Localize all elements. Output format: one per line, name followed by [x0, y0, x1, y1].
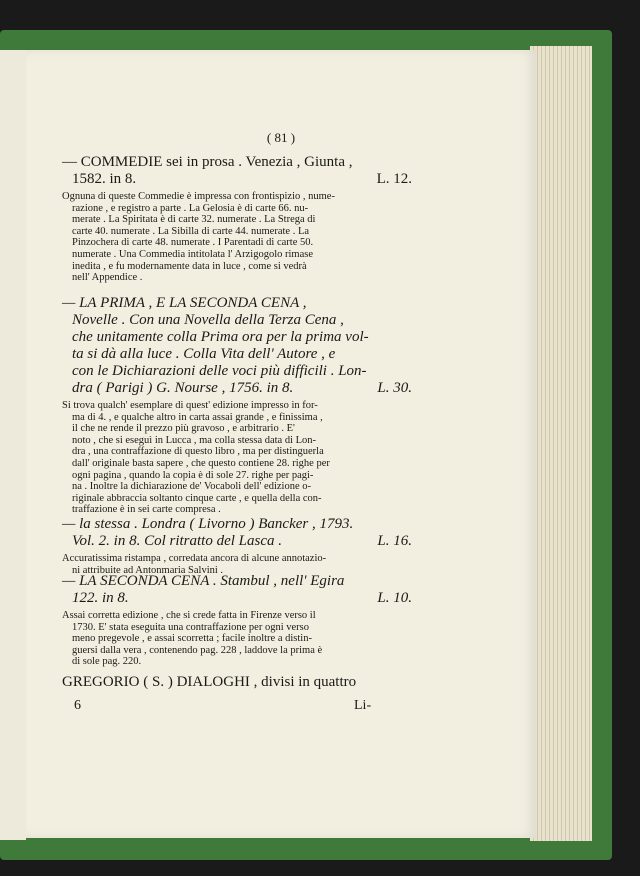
heading-line: 1582. in 8. L. 12. [72, 171, 412, 187]
heading-line: — LA PRIMA , E LA SECONDA CENA , [62, 295, 307, 311]
catalog-entry-commedie [62, 154, 412, 284]
heading-line: 122. in 8. L. 10. [72, 590, 412, 606]
catalog-entry-prima-seconda-cena [62, 295, 412, 516]
heading-line: con le Dichiarazioni delle voci più difficili . Lon- [72, 363, 367, 379]
heading-line: — la stessa . Londra ( Livorno ) Bancker , 1793. [62, 516, 354, 532]
entry-heading [62, 573, 412, 607]
heading-line: che unitamente colla Prima ora per la prima vol- [72, 329, 369, 345]
page-number: ( 81 ) [266, 130, 296, 145]
signature-mark: 6 [74, 698, 81, 713]
price: L. 30. [377, 380, 412, 396]
heading-line: ta si dà alla luce . Colla Vita dell' Autore , e [72, 346, 336, 362]
catalog-entry-gregorio [62, 674, 412, 691]
entry-note: Ognuna di queste Commedie è impressa con frontispizio , nume- razione , e registro a parte . La Gelosia è di carte 66. nu- merate . La Spiritata è di carte 32. numerate . La Strega di carte 40. numerate . La Sibilla di carte 44. numerate . La Pinzochera di carte 48. numerate . I Parentadi di carte 50. numerate . Una Commedia intitolata l' Arzigogolo rimase inedita , e fu modernamente data in luce , come si vedrà nell' Appendice . [62, 191, 335, 284]
book-page [26, 50, 536, 838]
heading-line: — COMMEDIE sei in prosa . Venezia , Giunta , [62, 154, 353, 170]
entry-note: Si trova qualch' esemplare di quest' edizione impresso in for- ma di 4. , e qualche altro in carta assai grande , e finissima , il che ne rende il prezzo più gravoso , e arbitrario . E' noto , che si eseguì in Lucca , ma colla stessa data di Lon- dra , una contraffazione di questo libro , ma per distinguerla dall' originale basta sapere , che questo contiene 28. righe per ogni pagina , quando la copia è di sole 27. righe per pagi- na . Inoltre la dichiarazione de' Vocaboli dell' edizione o- riginale abbraccia soltanto cinque carte , e quella della con- traffazione è in sei carte compresa . [62, 400, 330, 516]
entry-heading [62, 295, 412, 397]
heading-line: Vol. 2. in 8. Col ritratto del Lasca . L. 16. [72, 533, 412, 549]
entry-heading [62, 516, 412, 550]
price: L. 16. [377, 533, 412, 549]
entry-note: Assai corretta edizione , che si crede fatta in Firenze verso il 1730. E' stata eseguita una contraffazione per ogni verso meno pregevole , e assai scorretta ; facile inoltre a distin- guersi dalla vera , contenendo pag. 228 , laddove la prima è di sole pag. 220. [62, 610, 323, 668]
heading-line: GREGORIO ( S. ) DIALOGHI , divisi in quattro [62, 674, 357, 690]
heading-line: dra ( Parigi ) G. Nourse , 1756. in 8. L. 30. [72, 380, 412, 396]
catalog-entry-seconda-cena [62, 573, 412, 668]
heading-line: — LA SECONDA CENA . Stambul , nell' Egira [62, 573, 345, 589]
catchword: Li- [354, 698, 372, 713]
entry-heading [62, 154, 412, 188]
page-edges [530, 46, 592, 841]
catalog-entry-la-stessa [62, 516, 412, 576]
price: L. 10. [377, 590, 412, 606]
entry-note: Accuratissima ristampa , corredata ancora di alcune annotazio- ni attribuite ad Antonmaria Salvini . [62, 553, 327, 576]
price: L. 12. [376, 171, 412, 187]
heading-line: Novelle . Con una Novella della Terza Cena , [72, 312, 344, 328]
facing-page-edge [0, 50, 26, 840]
entry-heading [62, 674, 412, 691]
